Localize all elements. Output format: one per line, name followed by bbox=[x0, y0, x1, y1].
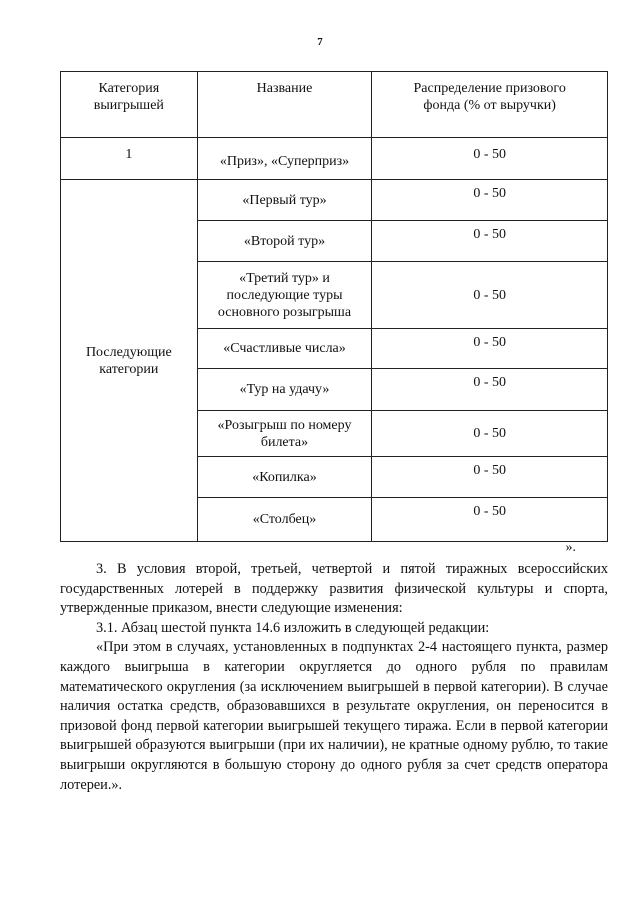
distribution-cell: 0 - 50 bbox=[372, 457, 608, 498]
table-row bbox=[61, 180, 608, 221]
distribution-cell: 0 - 50 bbox=[372, 180, 608, 221]
prize-name-cell: «Розыгрыш по номеру билета» bbox=[197, 411, 372, 457]
paragraph: 3.1. Абзац шестой пункта 14.6 изложить в следующей редакции: bbox=[96, 619, 490, 636]
distribution-cell: 0 - 50 bbox=[372, 411, 608, 457]
distribution-cell: 0 - 50 bbox=[372, 369, 608, 411]
distribution-cell: 0 - 50 bbox=[372, 329, 608, 369]
distribution-cell: 0 - 50 bbox=[372, 498, 608, 542]
prize-name-cell: «Второй тур» bbox=[197, 221, 372, 262]
table-row bbox=[61, 138, 608, 180]
prize-name-cell: «Первый тур» bbox=[197, 180, 372, 221]
table-header-row bbox=[61, 72, 608, 138]
header-name: Название bbox=[197, 72, 372, 138]
prize-name-cell: «Столбец» bbox=[197, 498, 372, 542]
prize-name-cell: «Копилка» bbox=[197, 457, 372, 498]
header-category: Категория выигрышей bbox=[61, 72, 198, 138]
category-cell: Последующие категории bbox=[61, 180, 198, 542]
paragraph: 3. В условия второй, третьей, четвертой и пятой тиражных всероссийских государственных лотерей в поддержку развития физической культуры и спорта, утвержденные приказом, внести следующие изменения: bbox=[60, 561, 608, 617]
distribution-cell: 0 - 50 bbox=[372, 262, 608, 329]
paragraph: «При этом в случаях, установленных в подпунктах 2-4 настоящего пункта, размер каждого выигрыша в категории округляется до одного рубля по правилам математического округления (за исключением выигрышей в первой категории). В случае наличия остатка средств, образовавшихся в результате округления, он переносится в призовой фонд первой категории выигрышей текущего тиража. Если в первой категории выигрышей образуются выигрыши (при их наличии), не кратные одному рублю, то такие выигрыши округляются в большую сторону до одного рубля за счет средств оператора лотереи.». bbox=[60, 639, 608, 793]
document-body bbox=[60, 560, 608, 795]
category-cell: 1 bbox=[61, 138, 198, 180]
closing-quote: ». bbox=[565, 540, 576, 555]
prize-name-cell: «Тур на удачу» bbox=[197, 369, 372, 411]
prize-name-cell: «Третий тур» и последующие туры основного розыгрыша bbox=[197, 262, 372, 329]
prize-distribution-table bbox=[60, 71, 608, 542]
prize-name-cell: «Счастливые числа» bbox=[197, 329, 372, 369]
page-number: 7 bbox=[317, 36, 323, 48]
prize-name-cell: «Приз», «Суперприз» bbox=[197, 138, 372, 180]
header-distribution: Распределение призового фонда (% от выручки) bbox=[372, 72, 608, 138]
distribution-cell: 0 - 50 bbox=[372, 221, 608, 262]
distribution-cell: 0 - 50 bbox=[372, 138, 608, 180]
